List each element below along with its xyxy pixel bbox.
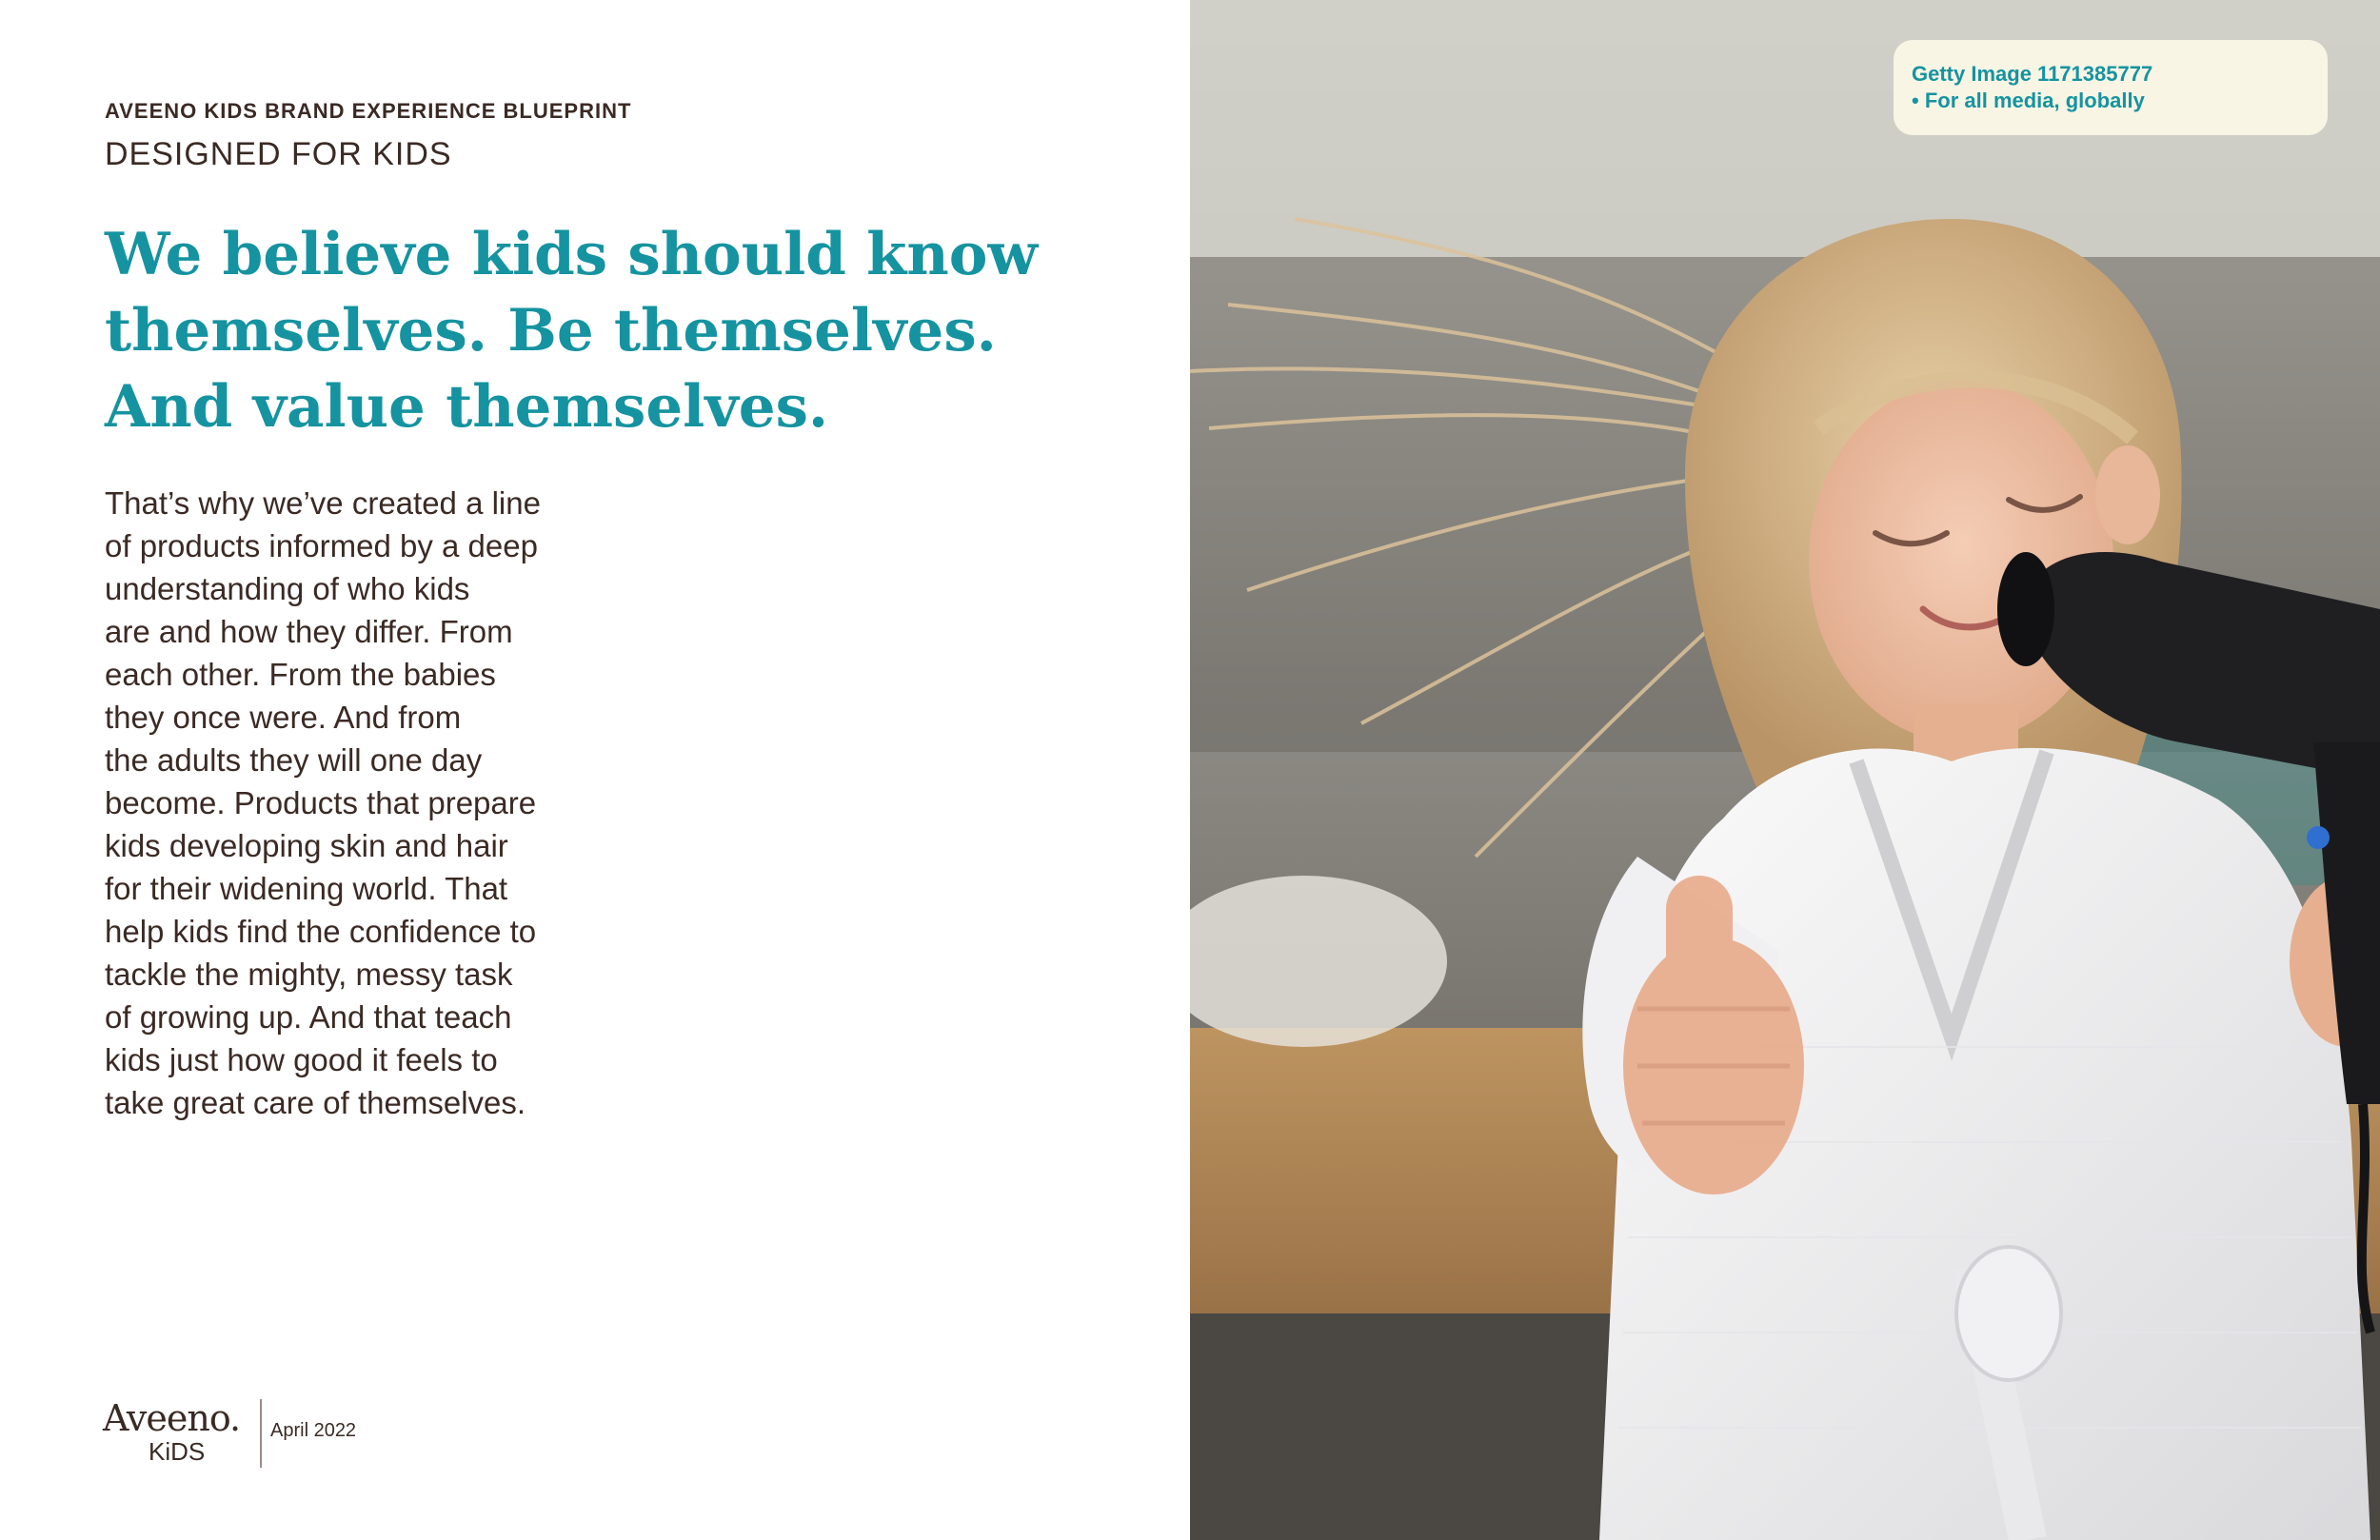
body-line: kids developing skin and hair: [105, 828, 508, 863]
section-title: DESIGNED FOR KIDS: [105, 136, 452, 172]
body-line: of growing up. And that teach: [105, 999, 512, 1035]
footer-date: April 2022: [270, 1420, 357, 1441]
credit-line: • For all media, globally: [1912, 89, 2145, 112]
aveeno-kids-logo: [103, 1397, 265, 1473]
footer-divider: [260, 1399, 262, 1468]
body-line: kids just how good it feels to: [105, 1042, 498, 1077]
logo-wordmark: Aveeno.: [103, 1397, 241, 1439]
headline-line: And value themselves.: [105, 373, 829, 441]
headline: [105, 217, 1057, 445]
headline-line: We believe kids should know: [105, 221, 1038, 288]
credit-line: Getty Image 1171385777: [1912, 62, 2153, 86]
body-line: for their widening world. That: [105, 871, 508, 906]
logo-kids-mark: KiDS: [149, 1437, 206, 1466]
body-line: are and how they differ. From: [105, 614, 513, 649]
document-eyebrow: AVEENO KIDS BRAND EXPERIENCE BLUEPRINT: [105, 99, 632, 123]
body-line: each other. From the babies: [105, 657, 496, 692]
body-line: take great care of themselves.: [105, 1085, 526, 1120]
body-line: they once were. And from: [105, 700, 462, 735]
body-line: of products informed by a deep: [105, 528, 538, 563]
headline-line: themselves. Be themselves.: [105, 297, 997, 365]
body-line: become. Products that prepare: [105, 785, 537, 820]
body-copy: [105, 482, 638, 1124]
body-line: understanding of who kids: [105, 571, 470, 606]
body-line: tackle the mighty, messy task: [105, 957, 513, 992]
image-credit-badge: [1894, 40, 2328, 135]
photo-illustration: [1190, 0, 2380, 1540]
body-line: help kids find the confidence to: [105, 914, 537, 949]
body-line: That’s why we’ve created a line: [105, 485, 541, 521]
body-line: the adults they will one day: [105, 742, 483, 778]
hero-photo: [1190, 0, 2380, 1540]
